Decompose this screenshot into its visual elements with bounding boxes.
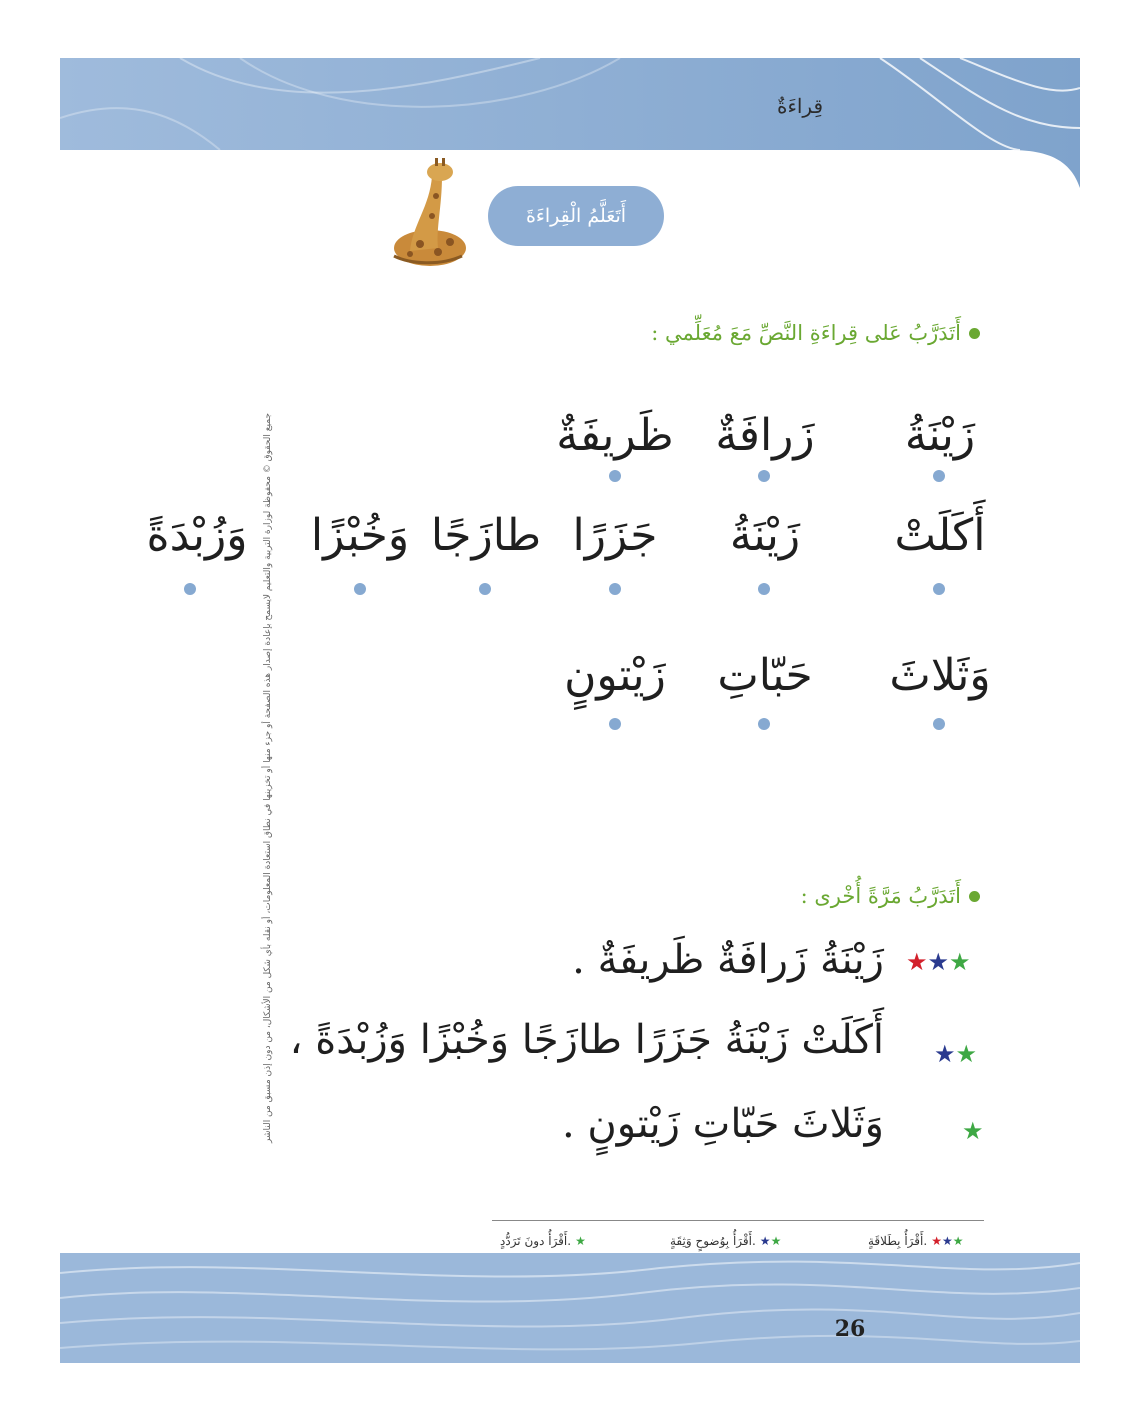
header-title: قِراءَةٌ xyxy=(776,94,824,118)
reading-dot xyxy=(479,583,491,595)
reading-dot xyxy=(933,718,945,730)
sentence: زَيْنَةُ زَرافَةٌ ظَريفَةٌ . xyxy=(572,937,884,983)
star-icon: ★ xyxy=(949,948,971,976)
legend-divider xyxy=(492,1220,984,1221)
word: طازَجًا xyxy=(430,510,542,561)
word: زَرافَةٌ xyxy=(715,410,815,461)
bullet-icon xyxy=(969,891,980,902)
star-icon: ★ xyxy=(934,1040,956,1068)
page xyxy=(60,58,1080,1363)
legend-stars xyxy=(575,1234,586,1248)
legend-stars xyxy=(931,1234,963,1248)
legend-one-star xyxy=(500,1234,586,1248)
star-icon: ★ xyxy=(941,1234,953,1248)
word: جَزَرًا xyxy=(572,510,658,561)
reading-dot xyxy=(609,583,621,595)
star-icon: ★ xyxy=(906,948,928,976)
reading-dot xyxy=(758,718,770,730)
star-icon: ★ xyxy=(575,1234,586,1248)
reading-dot xyxy=(184,583,196,595)
lesson-title-badge: أَتَعَلَّمُ الْقِراءَةَ xyxy=(488,186,664,246)
bullet-icon xyxy=(969,328,980,339)
reading-dot xyxy=(609,470,621,482)
instruction-practice-with-teacher xyxy=(651,321,980,345)
star-icon: ★ xyxy=(759,1234,771,1248)
reading-dot xyxy=(933,583,945,595)
word: وَثَلاثَ xyxy=(889,650,991,701)
word: زَيْنَةُ xyxy=(729,510,801,561)
legend-three-stars xyxy=(868,1234,963,1248)
instruction-text: أَتَدَرَّبُ عَلى قِراءَةِ النَّصِّ مَعَ مُعَلِّمي : xyxy=(651,321,961,345)
legend-text: أَقْرَأُ بِطَلاقَةٍ. xyxy=(868,1234,928,1248)
word: زَيْنَةُ xyxy=(904,410,976,461)
reading-dot xyxy=(758,470,770,482)
legend-text: أَقْرَأُ بِوُضوحٍ وَثِقَةٍ. xyxy=(670,1234,756,1248)
star-icon: ★ xyxy=(931,1234,942,1248)
word: أَكَلَتْ xyxy=(894,510,986,561)
word: ظَريفَةٌ xyxy=(556,410,674,461)
star-icon: ★ xyxy=(770,1234,782,1248)
star-icon: ★ xyxy=(927,948,950,976)
one-star-rating xyxy=(962,1119,984,1143)
sentence: أَكَلَتْ زَيْنَةُ جَزَرًا طازَجًا وَخُبْزًا وَزُبْدَةً ، xyxy=(289,1017,884,1063)
footer-band xyxy=(60,1253,1080,1363)
legend-stars xyxy=(760,1234,782,1248)
word: حَبّاتِ xyxy=(717,650,813,701)
reading-dot xyxy=(758,583,770,595)
three-star-rating xyxy=(906,950,971,974)
star-icon: ★ xyxy=(955,1040,978,1068)
copyright-notice: جميع الحقوق © محفوظة لوزارة التربية والتعليم لايسمح بإعادة إصدار هذه الصفحة أو جزء منها أو تخزينها في نطاق استعادة المعلومات، أو نقله بأي شكل من الأشكال، من دون إذن مسبق من الناشر xyxy=(263,412,273,1144)
word: زَيْتونٍ xyxy=(564,650,666,701)
word: وَزُبْدَةً xyxy=(146,510,248,561)
two-star-rating xyxy=(934,1042,977,1066)
word: وَخُبْزًا xyxy=(310,510,410,561)
sentence: وَثَلاثَ حَبّاتِ زَيْتونٍ . xyxy=(561,1101,884,1147)
legend-two-stars xyxy=(670,1234,781,1248)
reading-dot xyxy=(354,583,366,595)
star-icon: ★ xyxy=(962,1117,984,1145)
page-number: 26 xyxy=(834,1316,866,1342)
star-icon: ★ xyxy=(952,1234,964,1248)
reading-dot xyxy=(609,718,621,730)
instruction-practice-again xyxy=(801,884,980,908)
reading-dot xyxy=(933,470,945,482)
giraffe-illustration xyxy=(380,156,470,276)
instruction-text: أَتَدَرَّبُ مَرَّةً أُخْرى : xyxy=(800,884,961,908)
legend-text: أَقْرَأُ دونَ تَرَدُّدٍ. xyxy=(500,1234,572,1248)
